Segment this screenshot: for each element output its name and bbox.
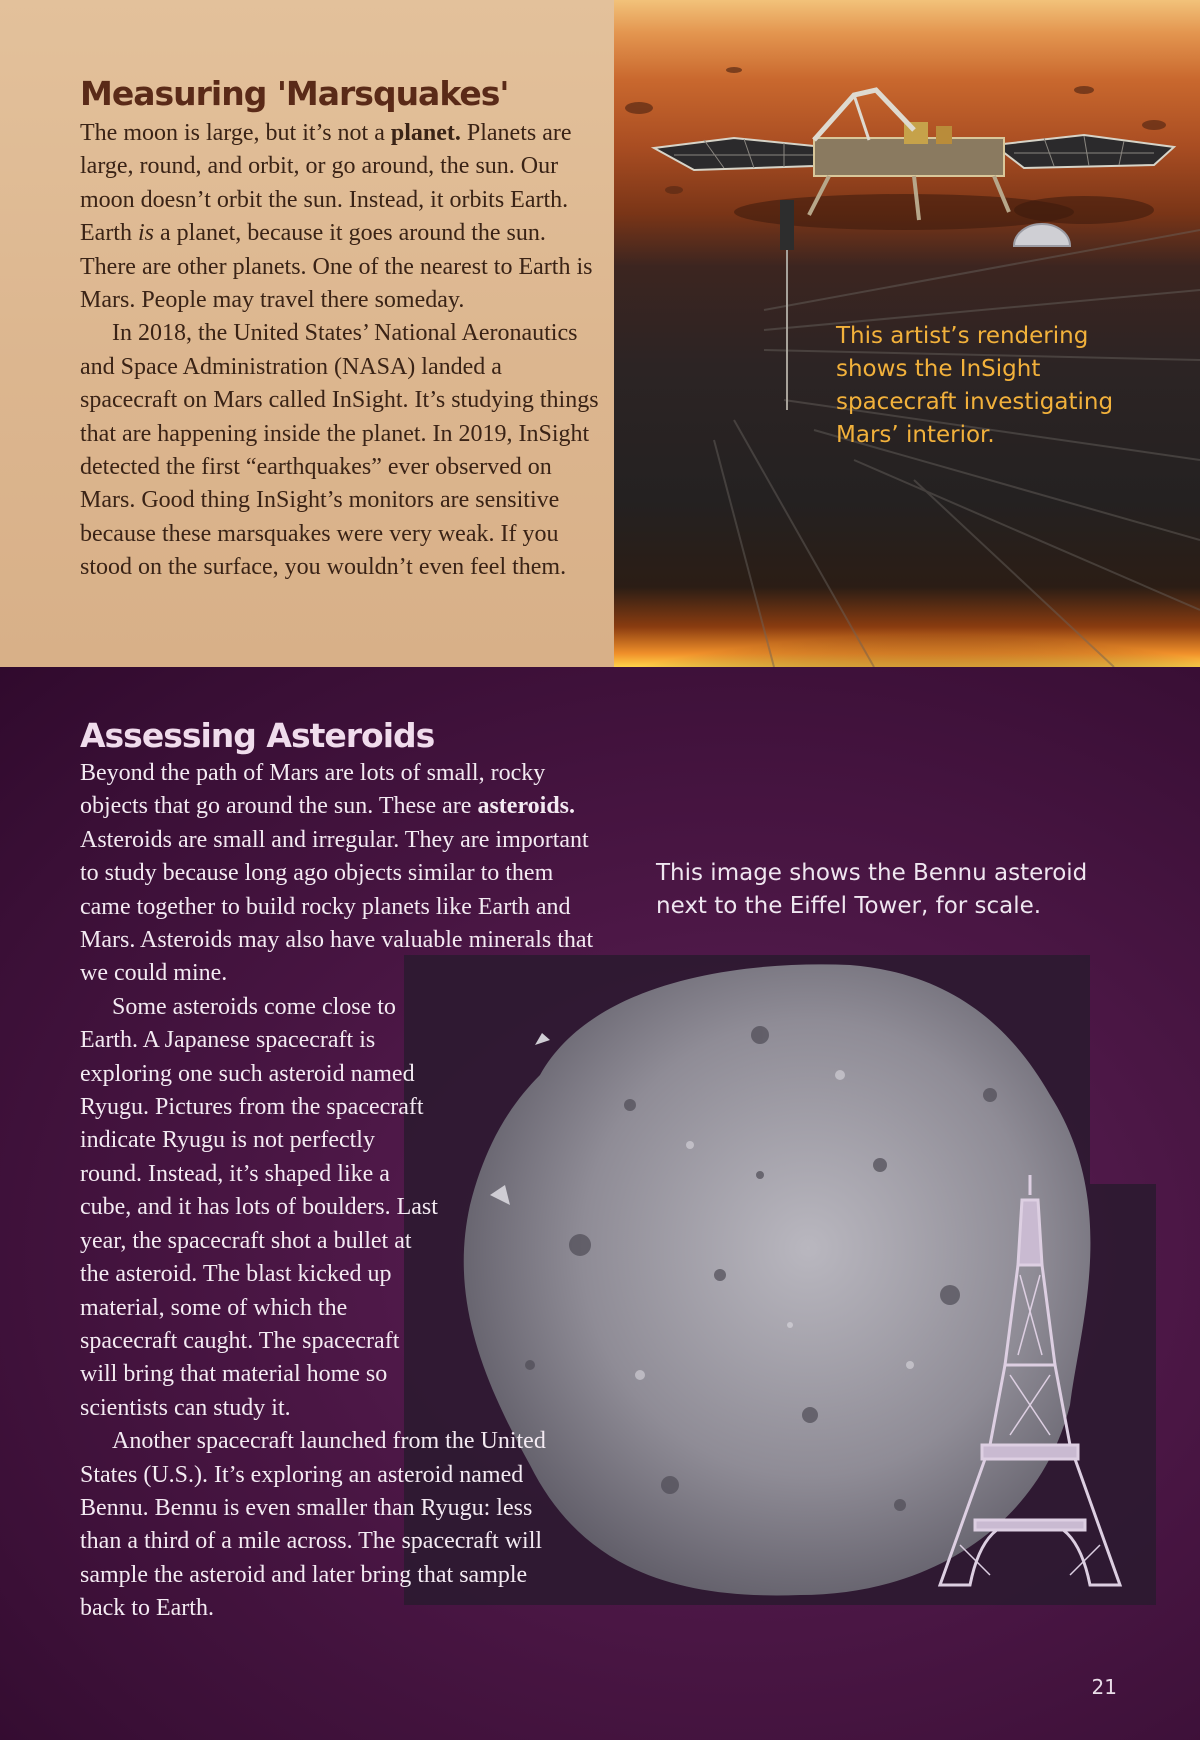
paragraph: Another spacecraft launched from the United States (U.S.). It’s exploring an asteroid named Bennu. Bennu is even smaller than Ryugu: less than a third of a mile across. The spacecraft will sample the asteroid and later bring that sample back to Earth. — [80, 1428, 546, 1622]
robotic-arm — [814, 90, 914, 140]
paragraph: The moon is large, but it’s not a planet. Planets are large, round, and orbit, or go around, the sun. Our moon doesn’t orbit the sun. Instead, it orbits Earth. Earth is a planet, because it goes around the sun. There are other planets. One of the nearest to Earth is Mars. People may travel there someday. — [80, 120, 593, 314]
bold-term: asteroids. — [477, 793, 576, 820]
section-heading-marsquakes: Measuring 'Marsquakes' — [80, 74, 509, 113]
heat-probe — [780, 200, 794, 250]
image-caption-bennu: This image shows the Bennu asteroid next to the Eiffel Tower, for scale. — [656, 860, 1088, 919]
seismometer-dome — [1014, 224, 1070, 246]
paragraph: Some asteroids come close to Earth. A Japanese spacecraft is exploring one such asteroid named Ryugu. Pictures from the spacecraft indicate Ryugu is not perfectly round. Instead, it’s shaped like a cube, and it has lots of boulders. Last year, the spacecraft shot a bullet at the asteroid. The blast kicked up material, some of which the spacecraft caught. The spacecraft will bring that material home so scientists can study it. — [80, 993, 438, 1421]
asteroids-body — [80, 757, 600, 1626]
solar-panel-left — [654, 138, 834, 170]
section-heading-asteroids: Assessing Asteroids — [80, 716, 435, 755]
image-caption-insight: This artist’s rendering shows the InSight spacecraft investigating Mars’ interior. — [836, 323, 1114, 448]
marsquakes-body — [80, 117, 600, 585]
bold-term: planet. — [390, 120, 461, 146]
solar-panel-right — [994, 135, 1174, 168]
paragraph: In 2018, the United States’ National Aeronautics and Space Administration (NASA) landed a spacecraft on Mars called InSight. It’s studying things that are happening inside the planet. In 2019, InSight detected the first “earthquakes” ever observed on Mars. Good thing InSight’s monitors are sensitive because these marsquakes were very weak. If you stood on the surface, you wouldn’t even feel them. — [80, 320, 599, 581]
paragraph: Beyond the path of Mars are lots of small, rocky objects that go around the sun. These are asteroids. Asteroids are small and irregular. They are important to study because long ago objects similar to them came together to build rocky planets like Earth and Mars. Asteroids may also have valuable minerals that we could mine. — [80, 760, 594, 987]
page-number: 21 — [1091, 1675, 1117, 1699]
